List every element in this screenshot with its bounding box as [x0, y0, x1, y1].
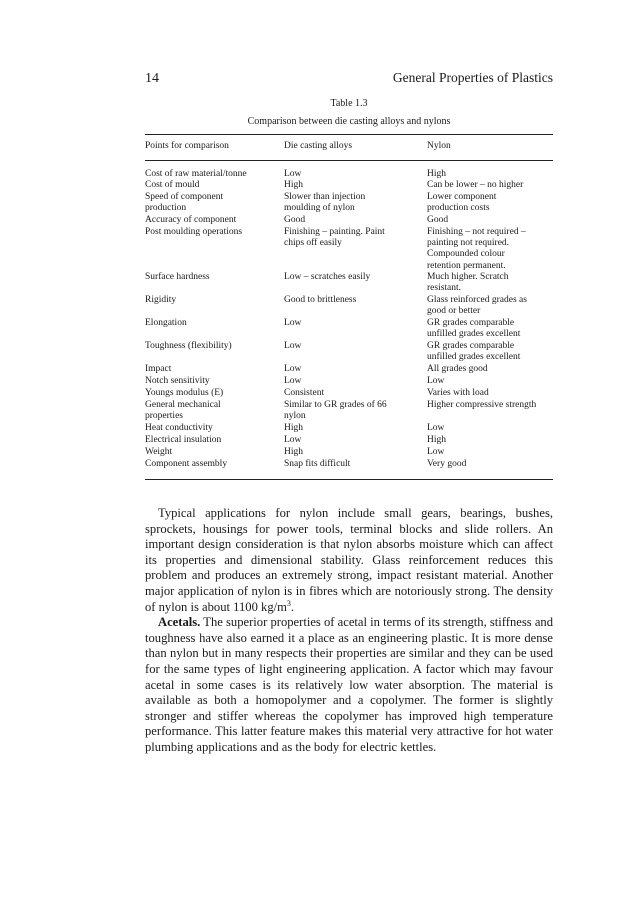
- cell-die: Low: [284, 169, 302, 179]
- paragraph-text: Typical applications for nylon include small gears, bearings, bushes, sprockets, housings for power tools, terminal blocks and slide rollers. An important design consideration is that nylon absorbs moisture which can affect its properties and dimensional stability. Glass reinforcement reduces this problem and produces an extremely strong, impact resistant material. Another major application of nylon is in fibres which are notoriously strong. The density of nylon is about 1100 kg/m: [145, 506, 553, 614]
- cell-die: Low – scratches easily: [284, 272, 371, 282]
- cell-point: Toughness (flexibility): [145, 341, 232, 351]
- paragraph-text: The superior properties of acetal in terms of its strength, stiffness and toughness have also earned it a place as an engineering plastic. It is more dense than nylon but in many respects their properties are similar and they can be used for the same types of light engineering application. A factor which may favour acetal in some cases is its relatively low water absorption. The material is available as both a homopolymer and a copolymer. The former is slightly stronger and stiffer whereas the copolymer has improved high temperature performance. This latter feature makes this material very attractive for hot water plumbing applications and as the body for electric kettles.: [145, 615, 553, 754]
- paragraph-end: .: [290, 599, 295, 614]
- table-caption: Comparison between die casting alloys and nylons: [247, 116, 451, 127]
- page-header: [145, 70, 553, 90]
- cell-point: Rigidity: [145, 295, 177, 305]
- cell-die: High: [284, 180, 303, 190]
- cell-point: Accuracy of component: [145, 215, 237, 225]
- cell-point: Heat conductivity: [145, 423, 213, 433]
- cell-point: Post moulding operations: [145, 227, 243, 237]
- cell-die: Low: [284, 318, 302, 328]
- cell-die: Similar to GR grades of 66 nylon: [284, 400, 387, 422]
- paragraph-acetals: [145, 615, 553, 755]
- cell-nylon: Varies with load: [427, 388, 489, 398]
- cell-die: Consistent: [284, 388, 325, 398]
- cell-nylon: Good: [427, 215, 449, 225]
- running-title: General Properties of Plastics: [392, 70, 553, 85]
- cell-nylon: Very good: [427, 459, 467, 469]
- subheading-acetals: Acetals.: [158, 615, 201, 630]
- superscript: 3: [286, 598, 291, 608]
- cell-die: Low: [284, 376, 302, 386]
- table-header-rule: [145, 160, 553, 161]
- cell-point: Impact: [145, 364, 172, 374]
- cell-die: Low: [284, 435, 302, 445]
- cell-die: High: [284, 447, 303, 457]
- cell-die: Low: [284, 364, 302, 374]
- column-header-nylon: Nylon: [427, 141, 451, 151]
- table-label: Table 1.3: [330, 98, 368, 109]
- cell-point: General mechanical properties: [145, 400, 221, 422]
- cell-die: Good: [284, 215, 306, 225]
- cell-die: Low: [284, 341, 302, 351]
- cell-nylon: Low: [427, 376, 445, 386]
- body-text: [145, 506, 553, 756]
- cell-point: Elongation: [145, 318, 187, 328]
- cell-nylon: Low: [427, 447, 445, 457]
- cell-point: Surface hardness: [145, 272, 210, 282]
- cell-nylon: Low: [427, 423, 445, 433]
- cell-nylon: High: [427, 169, 446, 179]
- table-top-rule: [145, 134, 553, 135]
- cell-point: Weight: [145, 447, 173, 457]
- cell-die: Finishing – painting. Paint chips off easily: [284, 227, 385, 249]
- cell-nylon: High: [427, 435, 446, 445]
- cell-point: Youngs modulus (E): [145, 388, 224, 398]
- cell-point: Speed of component production: [145, 192, 224, 214]
- cell-nylon: Much higher. Scratch resistant.: [427, 272, 509, 294]
- cell-point: Notch sensitivity: [145, 376, 210, 386]
- cell-point: Cost of raw material/tonne: [145, 169, 247, 179]
- cell-nylon: All grades good: [427, 364, 488, 374]
- cell-die: Slower than injection moulding of nylon: [284, 192, 366, 214]
- cell-point: Component assembly: [145, 459, 228, 469]
- column-header-points: Points for comparison: [145, 141, 229, 151]
- cell-nylon: GR grades comparable unfilled grades excellent: [427, 318, 521, 340]
- cell-nylon: Can be lower – no higher: [427, 180, 524, 190]
- cell-nylon: Glass reinforced grades as good or better: [427, 295, 527, 317]
- cell-point: Electrical insulation: [145, 435, 222, 445]
- cell-die: Snap fits difficult: [284, 459, 351, 469]
- paragraph-nylon-applications: [145, 506, 553, 615]
- column-header-die-casting: Die casting alloys: [284, 141, 353, 151]
- table-header-row: [145, 141, 553, 157]
- cell-nylon: Finishing – not required – painting not required. Compounded colour retention permanent.: [427, 227, 526, 271]
- cell-point: Cost of mould: [145, 180, 200, 190]
- cell-nylon: GR grades comparable unfilled grades excellent: [427, 341, 521, 363]
- page-number: 14: [145, 71, 159, 86]
- table-bottom-rule: [145, 479, 553, 480]
- cell-die: High: [284, 423, 303, 433]
- cell-nylon: Higher compressive strength: [427, 400, 537, 410]
- cell-nylon: Lower component production costs: [427, 192, 497, 214]
- cell-die: Good to brittleness: [284, 295, 357, 305]
